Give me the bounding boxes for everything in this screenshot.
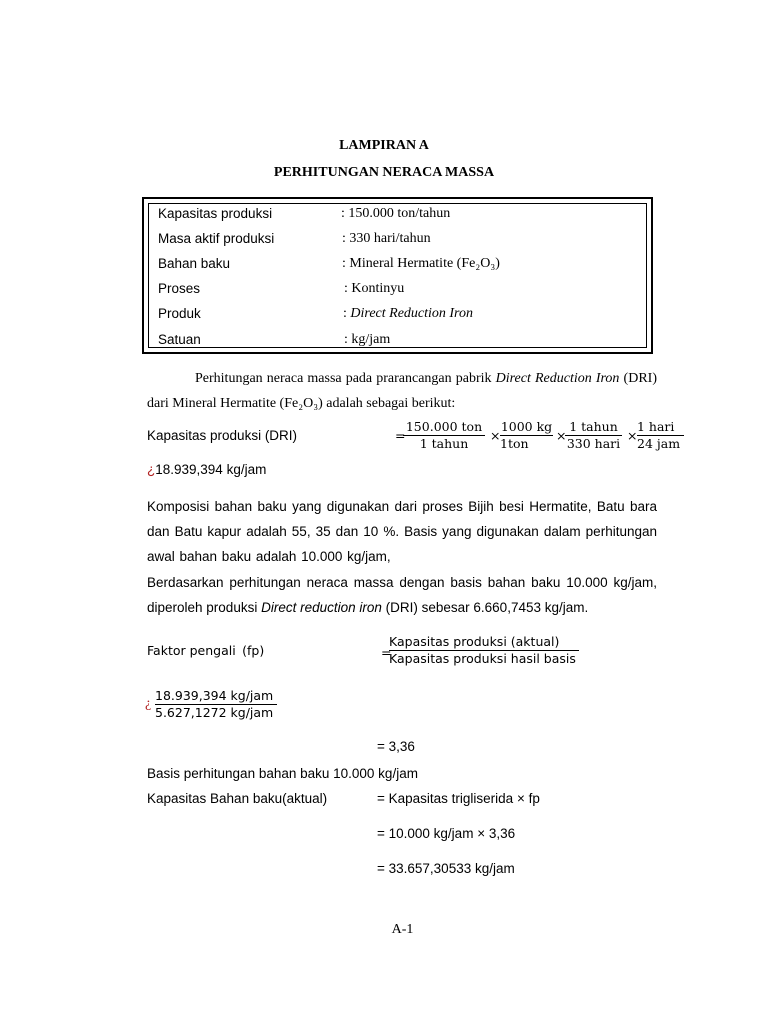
actual-raw-capacity-label: Kapasitas Bahan baku(aktual): [147, 791, 328, 806]
appendix-title: LAMPIRAN A: [339, 138, 429, 153]
spec-label-product: Produk: [158, 306, 201, 321]
intro-paragraph: [147, 366, 657, 416]
intro-text-italic: Direct Reduction Iron: [495, 371, 620, 386]
result-paragraph: [147, 570, 657, 620]
spec-label-unit: Satuan: [158, 332, 201, 347]
fraction-numerator: 1 tahun: [569, 419, 618, 434]
result-text-a: Berdasarkan perhitungan neraca massa dengan basis bahan baku 10.000 kg/jam, diperoleh produksi: [147, 575, 657, 615]
fraction-denominator: 1ton: [500, 435, 553, 452]
section-title: PERHITUNGAN NERACA MASSA: [273, 165, 495, 180]
capacity-equation-label: Kapasitas produksi (DRI): [147, 428, 298, 443]
spec-value-process: : Kontinyu: [344, 281, 405, 296]
factor-result: = 3,36: [377, 739, 415, 754]
result-text-c: (DRI) sebesar 6.660,7453 kg/jam.: [381, 600, 589, 615]
factor-label: Faktor pengali (fp): [147, 643, 265, 658]
spec-label-raw-material: Bahan baku: [158, 256, 231, 271]
page-number: A-1: [391, 922, 414, 937]
spec-label-active-period: Masa aktif produksi: [158, 231, 275, 246]
factor-equals-sign: =: [381, 645, 392, 660]
actual-raw-capacity-line1: = Kapasitas trigliserida × fp: [377, 791, 540, 806]
spec-value-raw-material: : Mineral Hermatite (Fe₂O₃): [342, 256, 500, 271]
capacity-result-value: 18.939,394 kg/jam: [155, 462, 267, 477]
fraction-kg-per-ton: [500, 419, 553, 452]
fraction-numerator: 150.000 ton: [405, 419, 483, 434]
fraction-denominator: 330 hari: [566, 436, 621, 451]
spec-box-inner-border: [148, 203, 647, 348]
spec-label-process: Proses: [158, 281, 201, 296]
result-text-italic: Direct reduction iron: [261, 600, 382, 615]
spec-value-unit: : kg/jam: [344, 332, 391, 347]
spec-value-product-prefix: :: [343, 306, 351, 321]
fraction-denominator: 5.627,1272 kg/jam: [155, 704, 277, 721]
fraction-denominator: 1 tahun: [403, 435, 485, 452]
factor-fraction: [389, 634, 579, 667]
actual-raw-capacity-line3: = 33.657,30533 kg/jam: [377, 861, 515, 876]
fraction-denominator: Kapasitas produksi hasil basis: [389, 650, 579, 667]
basis-line: Basis perhitungan bahan baku 10.000 kg/jam: [147, 766, 418, 781]
fraction-numerator: 18.939,394 kg/jam: [155, 688, 274, 703]
fraction-day-per-hours: [637, 419, 684, 452]
fraction-denominator: 24 jam: [637, 435, 684, 452]
capacity-equals-sign: =: [395, 428, 406, 443]
composition-paragraph: Komposisi bahan baku yang digunakan dari proses Bijih besi Hermatite, Batu bara dan Batu kapur adalah 55, 35 dan 10 %. Basis yang digunakan dalam perhitungan awal bahan baku adalah 10.000 kg/jam,: [147, 499, 657, 564]
multiply-sign: ×: [627, 428, 638, 443]
broken-glyph-mark: ¿: [147, 462, 156, 477]
fraction-numerator: 1000 kg: [500, 419, 553, 434]
intro-text-c: (DRI) dari Mineral Hermatite (Fe₂O₃) adalah sebagai berikut:: [147, 371, 657, 411]
multiply-sign: ×: [556, 428, 567, 443]
actual-raw-capacity-line2: = 10.000 kg/jam × 3,36: [377, 826, 516, 841]
fraction-numerator: Kapasitas produksi (aktual): [389, 634, 560, 649]
spec-value-capacity: : 150.000 ton/tahun: [341, 206, 451, 221]
multiply-sign: ×: [490, 428, 501, 443]
broken-glyph-mark: ¿: [145, 696, 152, 711]
spec-value-product: [343, 306, 473, 322]
capacity-result: [147, 462, 266, 477]
intro-text-a: Perhitungan neraca massa pada prarancangan pabrik: [195, 371, 496, 386]
fraction-numerator: 1 hari: [637, 419, 675, 434]
factor-value-fraction: [155, 688, 277, 721]
spec-label-capacity: Kapasitas produksi: [158, 206, 273, 221]
fraction-year-per-days: [565, 419, 622, 452]
spec-value-product-name: Direct Reduction Iron: [350, 306, 473, 321]
fraction-ton-per-year: [403, 419, 485, 452]
spec-value-active-period: : 330 hari/tahun: [342, 231, 431, 246]
